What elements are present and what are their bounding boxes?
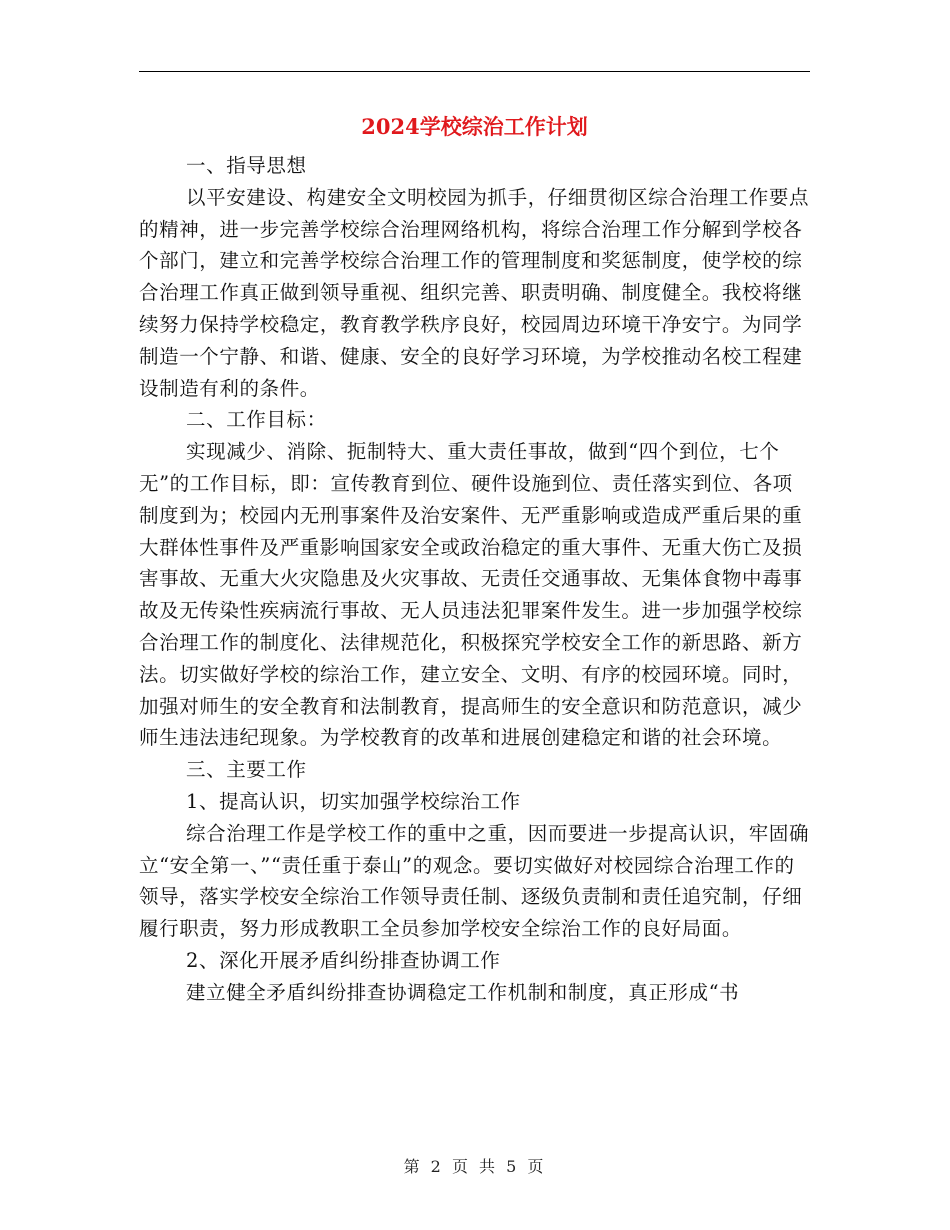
subheading-dispute-investigation: 2、深化开展矛盾纠纷排查协调工作 bbox=[186, 948, 501, 972]
document-title: 2024学校综治工作计划 bbox=[361, 114, 588, 139]
section-heading-main-work: 三、主要工作 bbox=[186, 758, 307, 782]
subheading-raise-awareness: 1、提高认识，切实加强学校综治工作 bbox=[186, 789, 521, 813]
paragraph-dispute-investigation: 建立健全矛盾纠纷排查协调稳定工作机制和制度，真正形成“书 bbox=[186, 980, 740, 1004]
page-number-footer: 第 2 页 共 5 页 bbox=[403, 1157, 547, 1176]
header-rule bbox=[139, 71, 810, 72]
section-heading-work-goals: 二、工作目标： bbox=[186, 408, 327, 432]
paragraph-raise-awareness: 综合治理工作是学校工作的重中之重，因而要进一步提高认识，牢固确立“安全第一、”“责任重于泰山”的观念。要切实做好对校园综合治理工作的领导，落实学校安全综治工作领导责任制、逐级负责制和责任追究制，仔细履行职责，努力形成教职工全员参加学校安全综治工作的良好局面。 bbox=[139, 821, 810, 941]
paragraph-guiding-ideology: 以平安建设、构建安全文明校园为抓手，仔细贯彻区综合治理工作要点的精神，进一步完善学校综合治理网络机构，将综合治理工作分解到学校各个部门，建立和完善学校综合治理工作的管理制度和奖惩制度，使学校的综合治理工作真正做到领导重视、组织完善、职责明确、制度健全。我校将继续努力保持学校稳定，教育教学秩序良好，校园周边环境干净安宁。为同学制造一个宁静、和谐、健康、安全的良好学习环境，为学校推动名校工程建设制造有利的条件。 bbox=[139, 185, 810, 400]
paragraph-work-goals: 实现减少、消除、扼制特大、重大责任事故，做到“四个到位，七个无”的工作目标，即：宣传教育到位、硬件设施到位、责任落实到位、各项制度到为；校园内无刑事案件及治安案件、无严重影响或造成严重后果的重大群体性事件及严重影响国家安全或政治稳定的重大事件、无重大伤亡及损害事故、无重大火灾隐患及火灾事故、无责任交通事故、无集体食物中毒事故及无传染性疾病流行事故、无人员违法犯罪案件发生。进一步加强学校综合治理工作的制度化、法律规范化，积极探究学校安全工作的新思路、新方法。切实做好学校的综治工作，建立安全、文明、有序的校园环境。同时，加强对师生的安全教育和法制教育，提高师生的安全意识和防范意识，减少师生违法违纪现象。为学校教育的改革和进展创建稳定和谐的社会环境。 bbox=[139, 440, 803, 750]
document-body bbox=[139, 150, 810, 1009]
section-heading-guiding-ideology: 一、指导思想 bbox=[186, 154, 307, 177]
